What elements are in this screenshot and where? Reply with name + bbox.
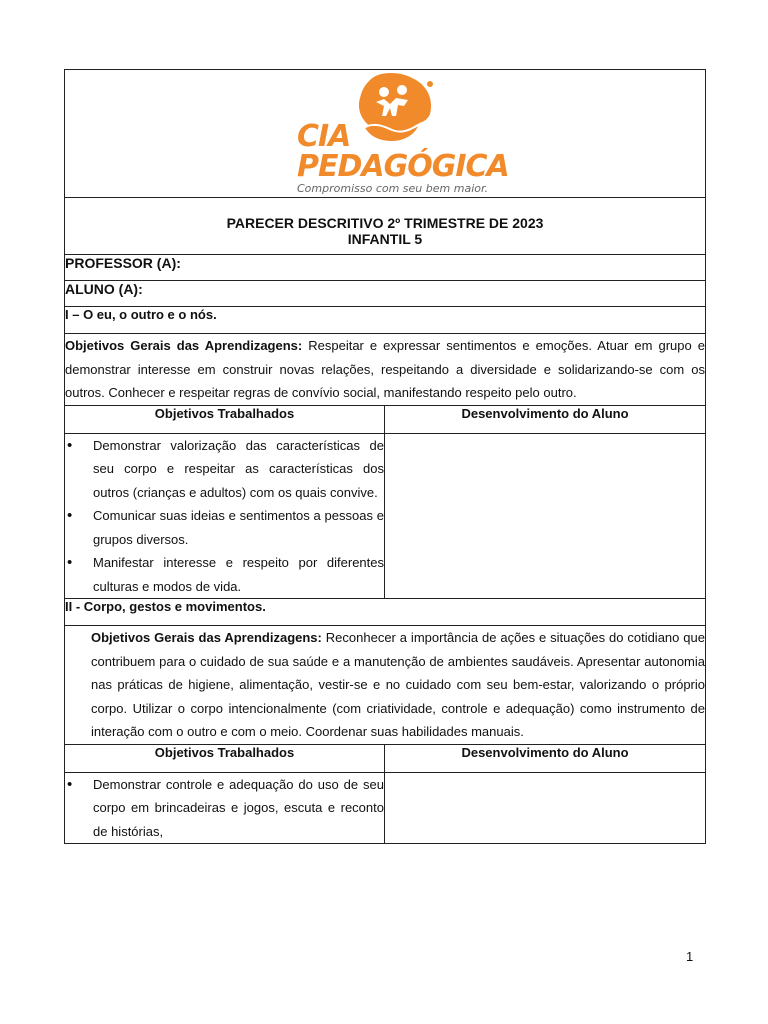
- title-cell: [65, 198, 706, 255]
- objetivos-gerais-cell: [65, 334, 706, 406]
- professor-field: [65, 255, 706, 281]
- objetivos-list: [65, 773, 384, 844]
- aluno-label: ALUNO (A):: [65, 281, 143, 297]
- objetivos-gerais-text: Reconhecer a importância de ações e situações do cotidiano que contribuem para o cuidado de sua saúde e a manutenção de ambientes saudáveis. Apresentar autonomia nas práticas de higiene, alimentação, vestir-se e no cuidado com seu bem-estar, valorizando o próprio corpo. Utilizar o corpo intencionalmente (com criatividade, controle e adequação) como instrumento de interação com o outro e com o meio. Coordenar suas habilidades manuais.: [91, 630, 705, 739]
- objetivos-trabalhados-cell: [65, 772, 385, 844]
- professor-label: PROFESSOR (A):: [65, 255, 181, 271]
- list-item: • Demonstrar controle e adequação do uso de seu corpo em brincadeiras e jogos, escuta e reconto de histórias,: [65, 773, 384, 844]
- section-heading: II - Corpo, gestos e movimentos.: [65, 599, 706, 626]
- aluno-field: [65, 281, 706, 307]
- desenvolvimento-aluno-cell[interactable]: [385, 433, 706, 599]
- objetivos-list: [65, 434, 384, 599]
- logo-text-cia: CIA: [297, 119, 351, 154]
- logo-cell: [65, 70, 706, 198]
- logo-text-pedagogica: PEDAGÓGICA: [297, 149, 509, 184]
- document-subtitle: INFANTIL 5: [347, 231, 423, 247]
- page-number: 1: [686, 949, 694, 964]
- objetivos-trabalhados-cell: [65, 433, 385, 599]
- column-header-desenvolvimento: Desenvolvimento do Aluno: [385, 744, 706, 772]
- objetivos-gerais-label: Objetivos Gerais das Aprendizagens:: [65, 338, 303, 353]
- objetivos-gerais-cell: [65, 626, 706, 745]
- objetivos-gerais-text: Respeitar e expressar sentimentos e emoções. Atuar em grupo e demonstrar interesse em construir novas relações, respeitando a diversidade e solidarizando-se com os outros. Conhecer e respeitar regras de convívio social, manifestando respeito pelo outro.: [65, 338, 705, 400]
- list-item: • Manifestar interesse e respeito por diferentes culturas e modos de vida.: [65, 551, 384, 598]
- objetivos-gerais-label: Objetivos Gerais das Aprendizagens:: [91, 630, 322, 645]
- column-header-objetivos: Objetivos Trabalhados: [65, 405, 385, 433]
- cia-pedagogica-logo: [295, 70, 509, 197]
- parecer-table: [64, 69, 706, 844]
- document-title: PARECER DESCRITIVO 2º TRIMESTRE DE 2023: [226, 215, 544, 231]
- desenvolvimento-aluno-cell[interactable]: [385, 772, 706, 844]
- column-header-desenvolvimento: Desenvolvimento do Aluno: [385, 405, 706, 433]
- section-heading: I – O eu, o outro e o nós.: [65, 307, 706, 334]
- list-item: • Comunicar suas ideias e sentimentos a pessoas e grupos diversos.: [65, 504, 384, 551]
- hands-children-icon: [350, 72, 436, 148]
- list-item: • Demonstrar valorização das características de seu corpo e respeitar as características dos outros (crianças e adultos) com os quais convive.: [65, 434, 384, 505]
- column-header-objetivos: Objetivos Trabalhados: [65, 744, 385, 772]
- logo-tagline: Compromisso com seu bem maior.: [297, 182, 488, 195]
